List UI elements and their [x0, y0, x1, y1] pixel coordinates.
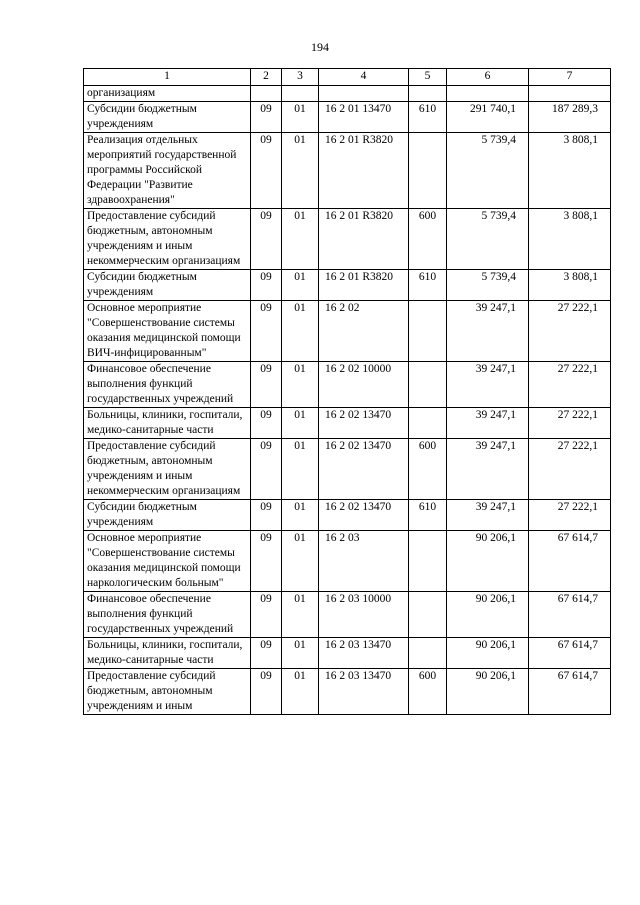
row-name: Предоставление субсидий бюджетным, автономным учреждениям и иным некоммерческим организациям [84, 209, 251, 270]
row-amount-col7: 67 614,7 [529, 592, 611, 638]
row-subsection: 01 [282, 531, 319, 592]
header-col-3: 3 [282, 69, 319, 86]
row-expense-type [409, 531, 447, 592]
row-section: 09 [251, 408, 282, 439]
row-amount-col6: 39 247,1 [447, 500, 529, 531]
row-section: 09 [251, 270, 282, 301]
row-amount-col6: 90 206,1 [447, 638, 529, 669]
row-amount-col6: 39 247,1 [447, 362, 529, 408]
row-target-code: 16 2 02 13470 [319, 500, 409, 531]
row-name: Больницы, клиники, госпитали, медико-санитарные части [84, 408, 251, 439]
row-target-code: 16 2 02 13470 [319, 408, 409, 439]
row-subsection: 01 [282, 669, 319, 715]
row-amount-col7: 27 222,1 [529, 500, 611, 531]
header-row [84, 69, 611, 86]
table-row [84, 102, 611, 133]
table-row [84, 86, 611, 102]
row-name: Больницы, клиники, госпитали, медико-санитарные части [84, 638, 251, 669]
row-amount-col7: 67 614,7 [529, 531, 611, 592]
row-amount-col7: 27 222,1 [529, 439, 611, 500]
row-amount-col7: 67 614,7 [529, 638, 611, 669]
row-target-code [319, 86, 409, 102]
row-expense-type: 600 [409, 439, 447, 500]
row-expense-type: 610 [409, 500, 447, 531]
row-amount-col6: 90 206,1 [447, 669, 529, 715]
table-row [84, 638, 611, 669]
table-row [84, 531, 611, 592]
row-section: 09 [251, 500, 282, 531]
header-col-5: 5 [409, 69, 447, 86]
row-target-code: 16 2 01 R3820 [319, 270, 409, 301]
row-subsection: 01 [282, 102, 319, 133]
row-name: Субсидии бюджетным учреждениям [84, 270, 251, 301]
row-section: 09 [251, 301, 282, 362]
row-expense-type [409, 133, 447, 209]
row-subsection: 01 [282, 362, 319, 408]
row-section: 09 [251, 362, 282, 408]
table-row [84, 209, 611, 270]
budget-table [83, 68, 611, 715]
row-amount-col6: 5 739,4 [447, 133, 529, 209]
row-amount-col7: 187 289,3 [529, 102, 611, 133]
row-amount-col6: 90 206,1 [447, 592, 529, 638]
row-name: Предоставление субсидий бюджетным, автономным учреждениям и иным [84, 669, 251, 715]
row-amount-col6: 90 206,1 [447, 531, 529, 592]
table-row [84, 133, 611, 209]
row-target-code: 16 2 01 13470 [319, 102, 409, 133]
row-expense-type [409, 301, 447, 362]
row-amount-col6: 291 740,1 [447, 102, 529, 133]
table-row [84, 362, 611, 408]
row-expense-type [409, 362, 447, 408]
row-section: 09 [251, 638, 282, 669]
header-col-4: 4 [319, 69, 409, 86]
row-expense-type: 600 [409, 209, 447, 270]
row-amount-col7: 27 222,1 [529, 301, 611, 362]
row-amount-col7: 3 808,1 [529, 270, 611, 301]
row-section [251, 86, 282, 102]
row-amount-col6: 5 739,4 [447, 270, 529, 301]
row-section: 09 [251, 669, 282, 715]
table-row [84, 301, 611, 362]
table-row [84, 270, 611, 301]
row-section: 09 [251, 439, 282, 500]
row-amount-col7: 3 808,1 [529, 133, 611, 209]
table-row [84, 408, 611, 439]
row-subsection [282, 86, 319, 102]
row-target-code: 16 2 03 13470 [319, 669, 409, 715]
row-subsection: 01 [282, 439, 319, 500]
table-row [84, 669, 611, 715]
row-amount-col6: 39 247,1 [447, 439, 529, 500]
row-section: 09 [251, 133, 282, 209]
row-expense-type: 610 [409, 270, 447, 301]
row-subsection: 01 [282, 209, 319, 270]
row-target-code: 16 2 02 13470 [319, 439, 409, 500]
row-target-code: 16 2 01 R3820 [319, 209, 409, 270]
row-amount-col6: 39 247,1 [447, 408, 529, 439]
row-amount-col6 [447, 86, 529, 102]
table-row [84, 439, 611, 500]
row-target-code: 16 2 03 13470 [319, 638, 409, 669]
row-target-code: 16 2 02 10000 [319, 362, 409, 408]
row-expense-type [409, 638, 447, 669]
row-amount-col7: 27 222,1 [529, 408, 611, 439]
row-subsection: 01 [282, 133, 319, 209]
row-target-code: 16 2 03 10000 [319, 592, 409, 638]
row-amount-col7: 27 222,1 [529, 362, 611, 408]
row-expense-type: 600 [409, 669, 447, 715]
row-target-code: 16 2 03 [319, 531, 409, 592]
page-number: 194 [311, 40, 329, 54]
row-subsection: 01 [282, 500, 319, 531]
row-expense-type [409, 592, 447, 638]
row-amount-col6: 5 739,4 [447, 209, 529, 270]
row-expense-type: 610 [409, 102, 447, 133]
row-subsection: 01 [282, 638, 319, 669]
row-expense-type [409, 86, 447, 102]
header-col-7: 7 [529, 69, 611, 86]
row-name: Основное мероприятие "Совершенствование системы оказания медицинской помощи ВИЧ-инфицированным" [84, 301, 251, 362]
row-name: Субсидии бюджетным учреждениям [84, 500, 251, 531]
table-row [84, 500, 611, 531]
row-name: Финансовое обеспечение выполнения функций государственных учреждений [84, 592, 251, 638]
row-amount-col7 [529, 86, 611, 102]
row-name: Финансовое обеспечение выполнения функций государственных учреждений [84, 362, 251, 408]
row-amount-col6: 39 247,1 [447, 301, 529, 362]
row-expense-type [409, 408, 447, 439]
header-col-2: 2 [251, 69, 282, 86]
row-name: Предоставление субсидий бюджетным, автономным учреждениям и иным некоммерческим организациям [84, 439, 251, 500]
row-section: 09 [251, 209, 282, 270]
row-subsection: 01 [282, 592, 319, 638]
row-section: 09 [251, 102, 282, 133]
row-amount-col7: 3 808,1 [529, 209, 611, 270]
row-subsection: 01 [282, 408, 319, 439]
row-subsection: 01 [282, 270, 319, 301]
header-col-1: 1 [84, 69, 251, 86]
header-col-6: 6 [447, 69, 529, 86]
row-amount-col7: 67 614,7 [529, 669, 611, 715]
row-name: Субсидии бюджетным учреждениям [84, 102, 251, 133]
row-section: 09 [251, 592, 282, 638]
table-row [84, 592, 611, 638]
row-name: Основное мероприятие "Совершенствование системы оказания медицинской помощи наркологическим больным" [84, 531, 251, 592]
row-name: организациям [84, 86, 251, 102]
row-section: 09 [251, 531, 282, 592]
row-subsection: 01 [282, 301, 319, 362]
row-name: Реализация отдельных мероприятий государственной программы Российской Федерации "Развитие здравоохранения" [84, 133, 251, 209]
row-target-code: 16 2 01 R3820 [319, 133, 409, 209]
row-target-code: 16 2 02 [319, 301, 409, 362]
